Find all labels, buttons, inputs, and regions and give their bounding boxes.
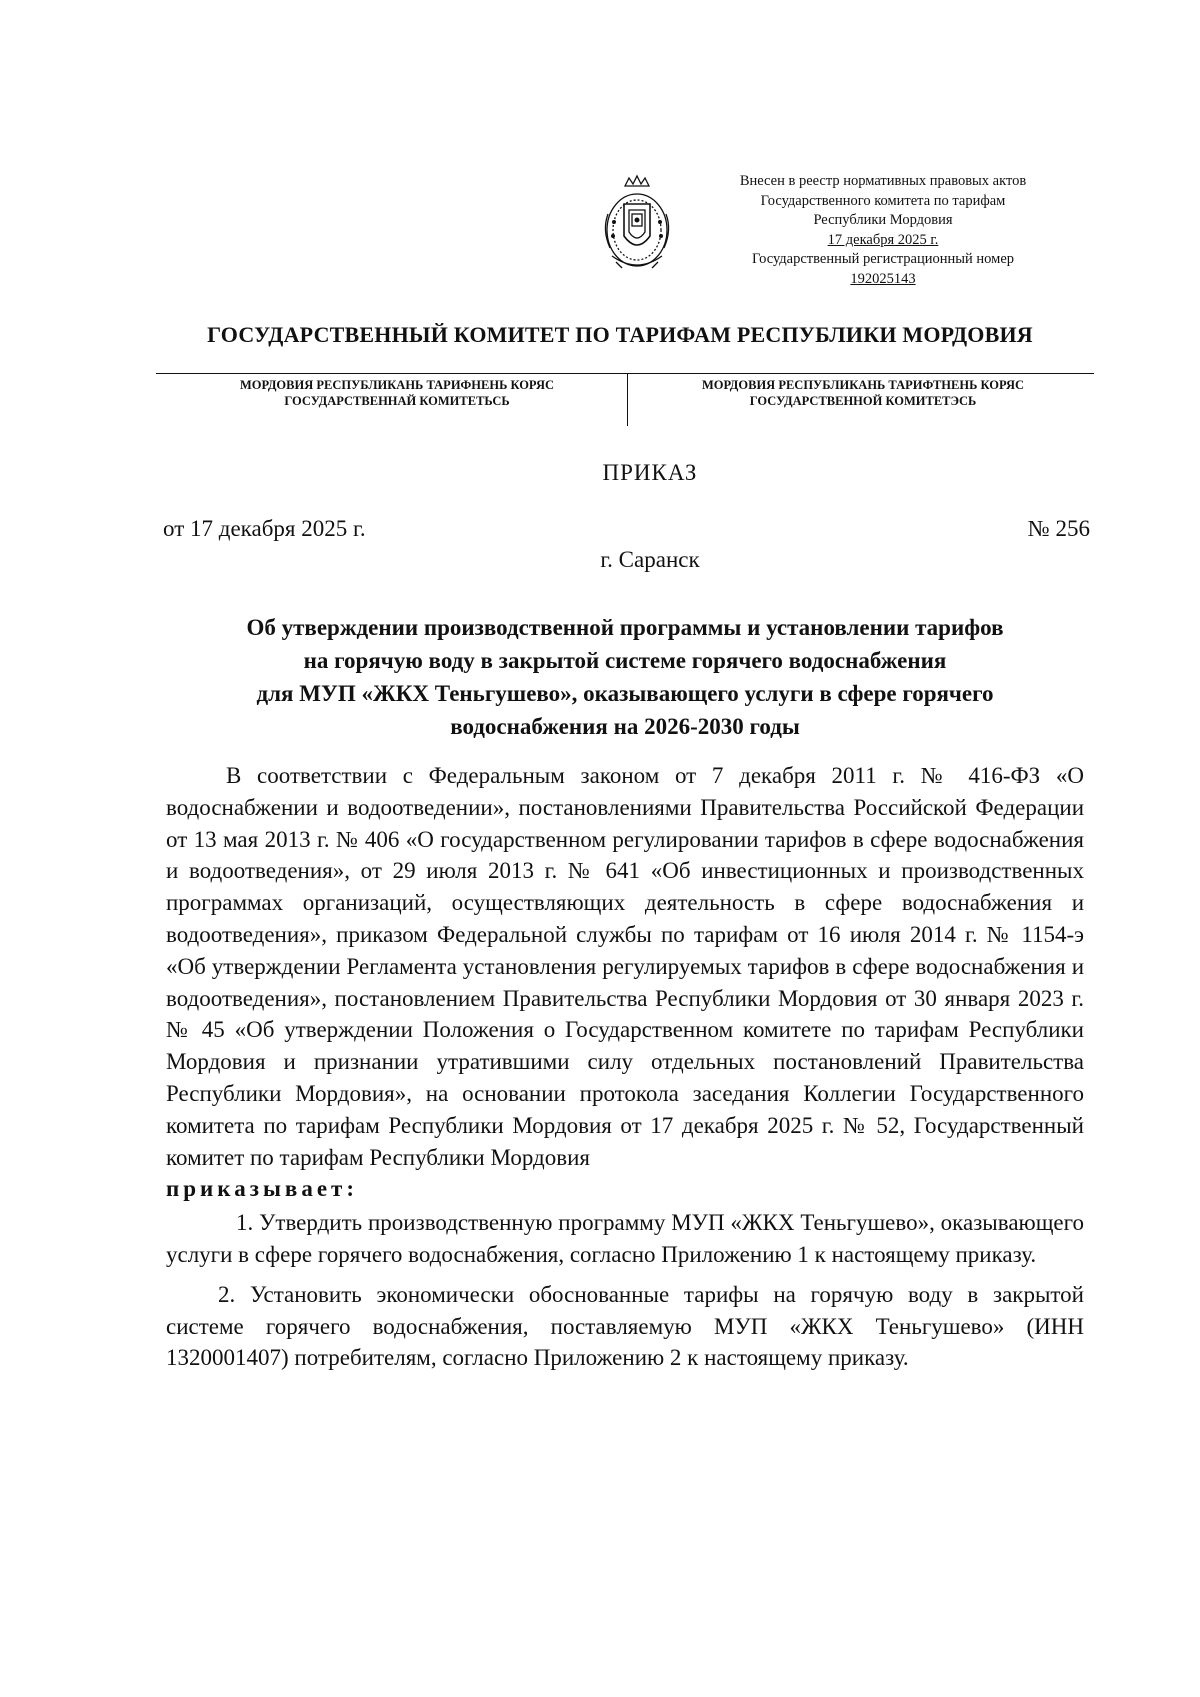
erzya-name-line-1: МОРДОВИЯ РЕСПУБЛИКАНЬ ТАРИФТНЕНЬ КОРЯС: [701, 378, 1025, 392]
registry-note: [718, 172, 1048, 289]
order-number: № 256: [1027, 516, 1090, 541]
subject-line-3: для МУП «ЖКХ Теньгушево», оказывающего услуги в сфере горячего: [256, 681, 994, 706]
registry-line-5: Государственный регистрационный номер: [751, 251, 1015, 267]
registry-line-3: Республики Мордовия: [813, 212, 953, 228]
moksha-name-line-1: МОРДОВИЯ РЕСПУБЛИКАНЬ ТАРИФНЕНЬ КОРЯС: [240, 378, 554, 392]
subject-line-2: на горячую воду в закрытой системе горячего водоснабжения: [303, 648, 947, 673]
coat-of-arms-emblem: [598, 174, 676, 276]
order-date: от 17 декабря 2025 г.: [163, 516, 366, 541]
registry-line-1: Внесен в реестр нормативных правовых актов: [739, 173, 1027, 189]
order-subject: [160, 611, 1090, 743]
moksha-name-line-2: ГОСУДАРСТВЕННАЙ КОМИТЕТЬСЬ: [284, 394, 510, 408]
document-type: ПРИКАЗ: [602, 460, 698, 485]
erzya-name: [638, 377, 1088, 409]
subject-line-4: водоснабжения на 2026-2030 годы: [450, 714, 800, 739]
order-item-1: 1. Утвердить производственную программу МУП «ЖКХ Теньгушево», оказывающего услуги в сфере горячего водоснабжения, согласно Приложению 1 к настоящему приказу.: [166, 1210, 1084, 1267]
organization-title: ГОСУДАРСТВЕННЫЙ КОМИТЕТ ПО ТАРИФАМ РЕСПУБЛИКИ МОРДОВИЯ: [207, 322, 1033, 347]
registry-date: 17 декабря 2025 г.: [827, 231, 939, 248]
preamble-paragraph: В соответствии с Федеральным законом от 7 декабря 2011 г. № 416-ФЗ «О водоснабжении и водоотведении», постановлениями Правительства Российской Федерации от 13 мая 2013 г. № 406 «О государственном регулировании тарифов в сфере водоснабжения и водоотведения», от 29 июля 2013 г. № 641 «Об инвестиционных и производственных программах организаций, осуществляющих деятельность в сфере водоснабжения и водоотведения», приказом Федеральной службы по тарифам от 16 июля 2014 г. № 1154-э «Об утверждении Регламента установления регулируемых тарифов в сфере водоснабжения и водоотведения», постановлением Правительства Республики Мордовия от 30 января 2023 г. № 45 «Об утверждении Положения о Государственном комитете по тарифам Республики Мордовия и признании утратившими силу отдельных постановлений Правительства Республики Мордовия», на основании протокола заседания Коллегии Государственного комитета по тарифам Республики Мордовия от 17 декабря 2025 г. № 52, Государственный комитет по тарифам Республики Мордовия: [166, 763, 1084, 1170]
registry-number: 192025143: [850, 270, 916, 287]
registry-line-2: Государственного комитета по тарифам: [760, 192, 1006, 209]
moksha-name: [172, 377, 622, 409]
order-city: г. Саранск: [600, 547, 700, 572]
order-word: приказывает:: [166, 1176, 358, 1202]
order-item-2: 2. Установить экономически обоснованные тарифы на горячую воду в закрытой системе горячего водоснабжения, поставляемую МУП «ЖКХ Теньгушево» (ИНН 1320001407) потребителям, согласно Приложению 2 к настоящему приказу.: [166, 1281, 1084, 1371]
header-vertical-separator: [627, 374, 628, 426]
subject-line-1: Об утверждении производственной программы и установлении тарифов: [246, 615, 1004, 640]
header-rule: [156, 373, 1094, 374]
order-body: [166, 760, 1084, 1374]
erzya-name-line-2: ГОСУДАРСТВЕННОЙ КОМИТЕТЭСЬ: [749, 394, 977, 408]
